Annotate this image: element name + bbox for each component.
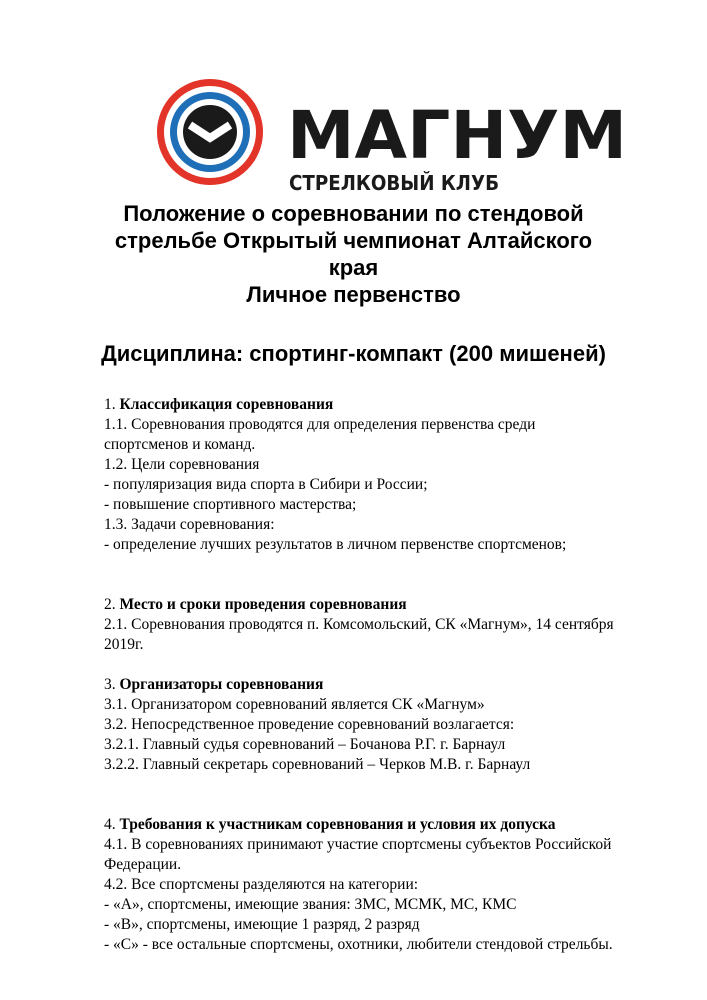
document-title	[60, 200, 647, 308]
paragraph-line: 4.1. В соревнованиях принимают участие спортсмены субъектов Российской	[104, 836, 612, 853]
title-line: края	[328, 255, 379, 280]
paragraph-line: - определение лучших результатов в личном первенстве спортсменов;	[104, 536, 567, 553]
paragraph-line: Федерации.	[104, 856, 182, 873]
paragraph-line: 3.2.2. Главный секретарь соревнований – Черков М.В. г. Барнаул	[104, 756, 531, 773]
paragraph-line: - популяризация вида спорта в Сибири и России;	[104, 476, 428, 493]
section-heading	[104, 675, 664, 695]
paragraph-line: 3.2. Непосредственное проведение соревнований возлагается:	[104, 716, 515, 733]
paragraph-line: - «С» - все остальные спортсмены, охотники, любители стендовой стрельбы.	[104, 936, 613, 953]
section-number: 1.	[104, 396, 120, 413]
paragraph-line: 1.1. Соревнования проводятся для определения первенства среди	[104, 416, 536, 433]
paragraph-line: - «В», спортсмены, имеющие 1 разряд, 2 разряд	[104, 916, 420, 933]
club-logo	[153, 70, 633, 195]
paragraph-line: 4.2. Все спортсмены разделяются на категории:	[104, 876, 419, 893]
paragraph-line: 3.2.1. Главный судья соревнований – Бочанова Р.Г. г. Барнаул	[104, 736, 506, 753]
section-title: Требования к участникам соревнования и условия их допуска	[119, 816, 556, 833]
logo-brand-text: МАГНУМ	[287, 97, 627, 174]
title-line: стрельбе Открытый чемпионат Алтайского	[114, 228, 593, 253]
section-heading	[104, 595, 664, 615]
paragraph-line: 3.1. Организатором соревнований является СК «Магнум»	[104, 696, 485, 713]
logo-center	[183, 105, 237, 159]
paragraph-line: - повышение спортивного мастерства;	[104, 496, 357, 513]
paragraph-line: 1.3. Задачи соревнования:	[104, 516, 275, 533]
section-number: 3.	[104, 676, 120, 693]
section-title: Организаторы соревнования	[119, 676, 324, 693]
section-title: Место и сроки проведения соревнования	[119, 596, 407, 613]
discipline-heading: Дисциплина: спортинг-компакт (200 мишеней)	[101, 341, 606, 366]
title-line: Личное первенство	[246, 282, 461, 307]
title-line: Положение о соревновании по стендовой	[123, 201, 584, 226]
section-number: 4.	[104, 816, 120, 833]
magnum-logo-icon	[153, 70, 633, 195]
document-body	[104, 395, 664, 955]
section-number: 2.	[104, 596, 120, 613]
paragraph-line: 1.2. Цели соревнования	[104, 456, 260, 473]
paragraph-line: 2.1. Соревнования проводятся п. Комсомольский, СК «Магнум», 14 сентября	[104, 616, 614, 633]
section-title: Классификация соревнования	[119, 396, 334, 413]
paragraph-line: 2019г.	[104, 636, 144, 653]
paragraph-line: спортсменов и команд.	[104, 436, 256, 453]
logo-tagline-text: СТРЕЛКОВЫЙ КЛУБ	[289, 171, 499, 195]
paragraph-line: - «А», спортсмены, имеющие звания: ЗМС, МСМК, МС, КМС	[104, 896, 517, 913]
section-heading	[104, 395, 664, 415]
section-heading	[104, 815, 664, 835]
